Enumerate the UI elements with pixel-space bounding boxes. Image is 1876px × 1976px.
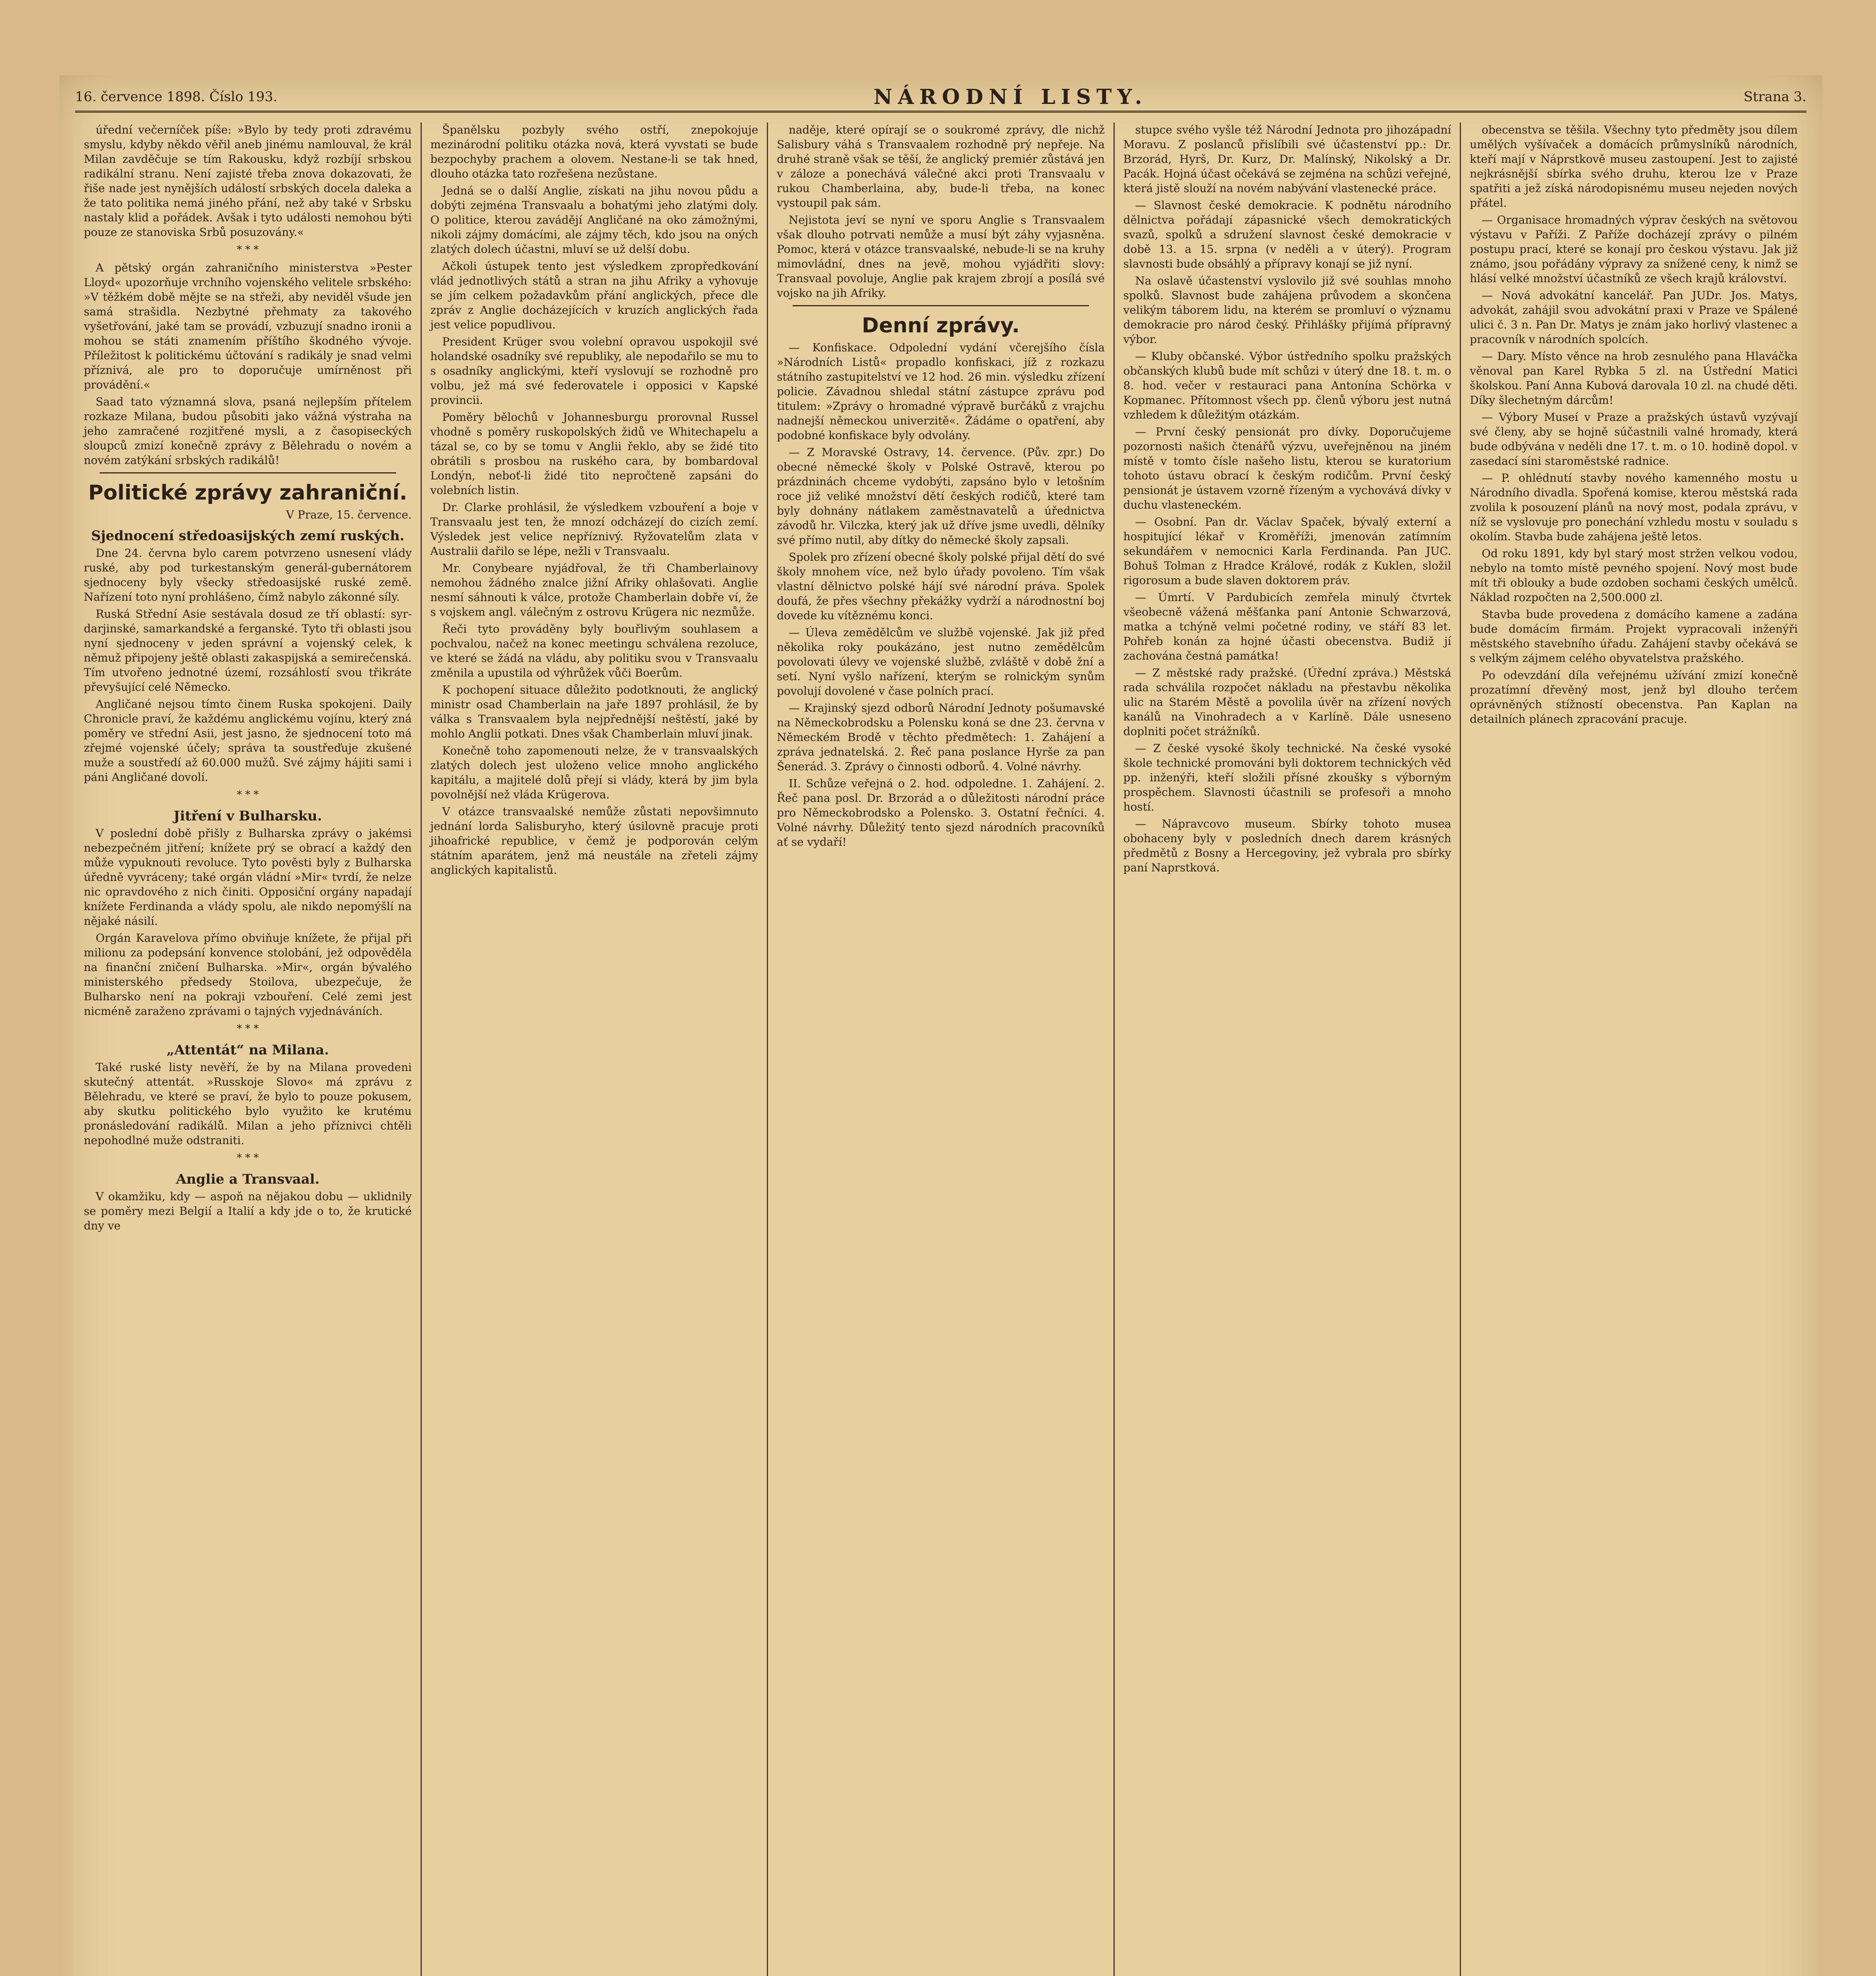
paragraph: Ačkoli ústupek tento jest výsledkem zpropředkování vlád jednotlivých států a stran na jihu Afriky a vyhovuje se jím celkem požadavkům přání anglických, přece dle zpráv z Anglie docházejících v kruzích anglických řada jest velice popudlivou. xyxy=(430,260,759,331)
paragraph: Od roku 1891, kdy byl starý most stržen velkou vodou, nebylo na tomto místě pevného spojení. Nový most bude mít tři oblouky a bude ozdoben sochami českých umělců. Náklad rozpočten na 2,500.000 zl. xyxy=(1470,547,1798,604)
paragraph: Poměry bělochů v Johannesburgu prorovnal Russel vhodně s poměry ruskopolských židů ve Whitechapelu a tázal se, co by se tomu v Anglii řeklo, aby se židé tito obrátili s prosbou na ruského cara, by bombardoval Londýn, neboť-li židé tito nepročteně zapsáni do volebních listin. xyxy=(430,411,759,497)
paragraph: Saad tato významná slova, psaná nejlepším přítelem rozkaze Milana, budou působiti jako vážná výstraha na jeho zamračené rozjitřené mysli, a z časopiseckých sloupců zmizí konečně zprávy z Bělehradu o novém a novém zatýkání srbských radikálů! xyxy=(84,395,412,467)
paragraph: Dr. Clarke prohlásil, že výsledkem vzbouření a boje v Transvaalu jest ten, že mnozí odcházejí do cizích zemí. Výsledek jest velice nepříznivý. Ryžovatelům zlata v Australii dařilo se lépe, nežli v Transvaalu. xyxy=(430,501,759,558)
masthead-title: NÁRODNÍ LISTY. xyxy=(873,85,1148,109)
issue-date: 16. července 1898. Číslo 193. xyxy=(75,89,277,105)
paragraph: naděje, které opírají se o soukromé zprávy, dle nichž Salisbury váhá s Transvaalem rozhodně prý nepřeje. Na druhé straně však se těší, že anglický premiér zůstává jen v záloze a ponechává válečné akci proti Transvaalu v rukou Chamberlaina, aby, bude-li třeba, na konec vystoupil pak sám. xyxy=(777,123,1105,209)
paragraph: Na oslavě účastenství vyslovilo již své souhlas mnoho spolků. Slavnost bude zahájena průvodem a skončena velikým táborem lidu, na kterém se promluví o významu demokracie pro národ český. Přihlášky přijímá přípravný výbor. xyxy=(1123,274,1451,346)
divider xyxy=(100,472,396,473)
paragraph: Mr. Conybeare nyjádřoval, že tři Chamberlainovy nemohou žádného znalce jižní Afriky ohlašovati. Anglie nesmí sáhnouti k válce, protože Chamberlain dobře ví, že s vojskem angl. válečným z ostrovu Krügera nic nezmůže. xyxy=(430,562,759,618)
paragraph: Nejistota jeví se nyní ve sporu Anglie s Transvaalem však dlouho potrvati nemůže a musí být záhy vyjasněna. Pomoc, která v otázce transvaalské, nebude-li se na kruhy mimovládní, dnes na jevě, mohou vyjádřiti slovy: Transvaal povoluje, Anglie pak krajem zbrojí a posílá své vojsko na jih Afriky. xyxy=(777,213,1105,300)
separator: * * * xyxy=(237,244,259,256)
paragraph: — Z Moravské Ostravy, 14. července. (Pův. zpr.) Do obecné německé školy v Polské Ostravě, kterou po prázdninách chceme vydobýti, zapsáno bylo v letošním roce již veliké množství dětí českých rodičů, které tam byly dohnány nátlakem zaměstnavatelů a úřednictva závodů hr. Vilczka, který jak už dříve jsme uvedli, dělníky své přímo nutil, aby dítky do německé školy zapsali. xyxy=(777,446,1105,547)
page-header xyxy=(75,83,1806,113)
paragraph: Konečně toho zapomenouti nelze, že v transvaalských zlatých dolech jest uloženo velice mnoho anglického kapitálu, a majitelé dolů přejí si vlády, která by jim byla povolnější než vláda Krügerova. xyxy=(430,744,759,801)
paragraph: V okamžiku, kdy — aspoň na nějakou dobu — uklidnily se poměry mezi Belgií a Italií a kdy jde o to, že krutické dny ve xyxy=(84,1190,412,1232)
paragraph: Španělsku pozbyly svého ostří, znepokojuje mezinárodní politiku otázka nová, která vyvstati se bude bezpochyby prachem a olovem. Nestane-li se tak hned, dlouho otázka tato rozřešena nezůstane. xyxy=(430,123,759,180)
article-heading: Anglie a Transvaal. xyxy=(176,1171,320,1187)
paragraph: K pochopení situace důležito podotknouti, že anglický ministr osad Chamberlain na jaře 1897 prohlásil, že by válka s Transvaalem byla nejpřednější neštěstí, jaké by mohlo Anglii potkati. Dnes však Chamberlain mluví jinak. xyxy=(430,683,759,740)
paragraph: Stavba bude provedena z domácího kamene a zadána bude domácím firmám. Projekt vypracovali inženýři městského stavebního úřadu. Zahájení stavby očekává se s velkým zájmem celého obyvatelstva pražského. xyxy=(1470,608,1798,665)
article-heading: „Attentát“ na Milana. xyxy=(166,1042,329,1058)
paragraph: — Z městské rady pražské. (Úřední zpráva.) Městská rada schválila rozpočet nákladu na přestavbu několika ulic na Starém Městě a povolila úvěr na zřízení nových kanálů na Vinohradech a v Karlíně. Dále usneseno doplniti počet strážníků. xyxy=(1123,666,1451,738)
paragraph: — Konfiskace. Odpolední vydání včerejšího čísla »Národních Listů« propadlo konfiskaci, jíž z rozkazu státního zastupitelství ve 12 hod. 26 min. výsledku zřízení policie. Závadnou shledal státní zástupce zprávu pod titulem: »Zprávy o hromadné výpravě burčáků z vrajchu nadnejší německou univerzitě«. Žádáme o opatření, aby podobné konfiskace byly odvolány. xyxy=(777,341,1105,442)
paragraph: — Organisace hromadných výprav českých na světovou výstavu v Paříži. Z Paříže docházejí zprávy o pilném postupu prací, které se konají pro českou výstavu. Jak již známo, jsou pořádány výpravy za snížené ceny, k nimž se hlásí velké množství účastníků ze všech krajů království. xyxy=(1470,213,1798,285)
article-heading: Sjednocení středoasijských zemí ruských. xyxy=(91,528,405,544)
paragraph: — Úmrtí. V Pardubicích zemřela minulý čtvrtek všeobecně vážená měšťanka paní Antonie Schwarzová, matka a tchýně velmi početné rodiny, ve stáří 83 let. Pohřeb konán za hojné účasti obecenstva. Budiž jí zachována čestná památka! xyxy=(1123,591,1451,662)
paragraph: Orgán Karavelova přímo obviňuje knížete, že přijal při milionu za podepsání konvence stolobání, jež odpověděla na finanční zničení Bulharska. »Mir«, orgán bývalého ministerského předsedy Stoilova, ubezpečuje, že Bulharsko není na pokraji vzbouření. Celé zemi jest nicméně zaraženo zprávami o tajných vyjednáváních. xyxy=(84,931,412,1018)
paragraph: — Slavnost české demokracie. K podnětu národního dělnictva pořádají zápasnické všech demokratických svazů, spolků a sdružení slavnost české demokracie v době 13. a 15. srpna (v neděli a v úterý). Program slavnosti bude obsáhlý a přípravy konají se již nyní. xyxy=(1123,199,1451,270)
paragraph: — Nápravcovo museum. Sbírky tohoto musea obohaceny byly v posledních dnech darem krásných předmětů z Bosny a Hercegoviny, jež vybrala pro sbírky paní Naprstková. xyxy=(1123,817,1451,874)
article-columns xyxy=(75,123,1806,1976)
paragraph: — Úleva zemědělcům ve službě vojenské. Jak již před několika roky poukázáno, jest nutno zemědělcům povolovati úlevy ve vojenské službě, zvláště v době žní a setí. Nyní vyšlo nařízení, kterým se rolnickým synům povolují dovolené v čase polních prací. xyxy=(777,626,1105,698)
section-heading: Politické zprávy zahraniční. xyxy=(88,481,408,505)
paragraph: — První český pensionát pro dívky. Doporučujeme pozornosti našich čtenářů výzvu, uveřejněnou na jiném místě v tomto čísle našeho listu, kterou se kuratorium tohoto ústavu obrací k českým rodičům. První český pensionát je ústavem vzorně řízeným a vychovává dívky v duchu vlasteneckém. xyxy=(1123,425,1451,511)
paragraph: Dne 24. června bylo carem potvrzeno usnesení vlády ruské, aby pod turkestanským generál-gubernátorem sjednoceny byly všecky středoasijské ruské země. Nařízení toto nyní prohlášeno, čímž nabylo zákonné síly. xyxy=(84,547,412,603)
paragraph: — Dary. Místo věnce na hrob zesnulého pana Hlaváčka věnoval pan Karel Rybka 5 zl. na Ústřední Matici školskou. Paní Anna Kubová darovala 10 zl. na chudé děti. Díky šlechetným dárcům! xyxy=(1470,350,1798,407)
section-heading: Denní zprávy. xyxy=(862,314,1020,338)
paragraph: A pětský orgán zahraničního ministerstva »Pester Lloyd« upozorňuje vrchního vojenského velitele srbského: »V těžkém době mějte se na střeži, aby neviděl všude jen samá strašidla. Nezbytné přehmaty za takového vyšetřování, jaké tam se provádí, vzbuzují snadno ironii a mohou se státi znamením příštího škodného vývoje. Příležitost k politickému účtování s radikály je snad velmi příznivá, ale pro to doporučuje umírněnost při provádění.« xyxy=(84,261,412,391)
column-1 xyxy=(75,123,422,1976)
paragraph: obecenstva se těšila. Všechny tyto předměty jsou dílem umělých vyšívaček a domácích průmyslníků národních, kteří mají v Náprstkově museu zastoupení. Jest to zajisté nejkrásnější sbírka svého druhu, kterou lze v Praze spatřiti a jež získá národopisnému museu nejeden nových přátel. xyxy=(1470,123,1798,209)
column-4 xyxy=(1115,123,1461,1976)
separator: * * * xyxy=(237,1023,259,1035)
paragraph: úřední večerníček píše: »Bylo by tedy proti zdravému smyslu, kdyby někdo věřil aneb jinému namlouval, že král Milan zavděčuje se tím Rakousku, když rozbíjí srbskou radikální stranu. Není zajisté třeba znova dokazovati, že řiše nade jest nynějších událostí srbských docela daleka a že tato politika nemá jiného přání, než aby také v Srbsku nastaly klid a pořádek. Avšak i tyto události nemohou býti pouze ze stanoviska Srbů posuzovány.« xyxy=(84,123,412,239)
paragraph: Angličané nejsou tímto činem Ruska spokojeni. Daily Chronicle praví, že každému anglickému vojínu, který zná poměry ve střední Asii, jest jasno, že sjednocení toto má zřejmé vojenské účely; správa ta soustřeďuje zkušené muže a soustředí až 60.000 mužů. Své zájmy hájiti sami i páni Angličané dovolí. xyxy=(84,698,412,784)
paragraph: V otázce transvaalské nemůže zůstati nepovšimnuto jednání lorda Salisburyho, který úsilovně pracuje proti jihoafrické republice, v čemž je podporován celým státním aparátem, jenž má neustále na zřeteli zájmy anglických kapitalistů. xyxy=(430,805,759,877)
paragraph: Ruská Střední Asie sestávala dosud ze tří oblastí: syr-darjinské, samarkandské a ferganské. Tyto tři oblasti jsou nyní sjednoceny v jeden správní a vojenský celek, k němuž připojeny ještě oblasti zakaspijská a semirečenská. Tím utvořeno jednotné území, rozsáhlostí svou třikráte převyšující celé Německo. xyxy=(84,607,412,694)
column-5 xyxy=(1461,123,1806,1976)
paragraph: V poslední době přišly z Bulharska zprávy o jakémsi nebezpečném jitření; knížete prý se obrací a každý den může vypuknouti revoluce. Tyto pověsti byly z Bulharska úředně vyvráceny; také orgán vládní »Mir« tvrdí, že nelze nic opravdového z nich činiti. Opposiční orgány napadají knížete Ferdinanda a vlády spolu, ale nikdo nepomýšlí na nějaké násilí. xyxy=(84,827,412,928)
article-heading: Jitření v Bulharsku. xyxy=(173,808,322,824)
paragraph: Spolek pro zřízení obecné školy polské přijal dětí do své školy mnohem více, než bylo úřady povoleno. Tím však vlastní dělnictvo polské hájí své národní práva. Spolek doufá, že přes všechny překážky vydrží a národnostní boj dovede ku vítěznému konci. xyxy=(777,551,1105,622)
paragraph: Po odevzdání díla veřejnému užívání zmizí konečně prozatímní dřevěný most, jenž byl dlouho terčem oprávněných stížností obecenstva. Pan Kaplan na detailních plánech zpracování pracuje. xyxy=(1470,669,1798,726)
paragraph: — Kluby občanské. Výbor ústředního spolku pražských občanských klubů bude mít schůzi v úterý dne 18. t. m. o 8. hod. večer v restauraci pana Antonína Schörka v Kopmanec. Přítomnost všech pp. členů výboru jest nutná vzhledem k důležitým otázkám. xyxy=(1123,350,1451,421)
paragraph: — P. ohlédnutí stavby nového kamenného mostu u Národního divadla. Spořená komise, kterou městská rada zvolila k posouzení plánů na nový most, podala zprávu, v níž se vyslovuje pro ponechání vzhledu mostu v souladu s okolím. Stavba bude zahájena ještě letos. xyxy=(1470,471,1798,543)
paragraph: — Výbory Museí v Praze a pražských ústavů vyzývají své členy, aby se hojně súčastnili valné hromady, která bude odbývána v neděli dne 17. t. m. o 10. hodině dopol. v zasedací síni staroměstské radnice. xyxy=(1470,411,1798,468)
divider xyxy=(793,305,1089,306)
paragraph: — Osobní. Pan dr. Václav Spaček, bývalý externí a hospitující lékař v Kroměříži, jmenován zatímním sekundářem v nemocnici Karla Ferdinanda. Pan JUC. Bohuš Tolman z Hradce Králové, rodák z Kuklen, složil rigorosum a bude slaven doktorem práv. xyxy=(1123,515,1451,587)
separator: * * * xyxy=(237,789,259,801)
paragraph: — Nová advokátní kancelář. Pan JUDr. Jos. Matys, advokát, zahájil svou advokátní praxi v Praze ve Spálené ulici č. 3 n. Pan Dr. Matys je znám jako horlivý vlastenec a pracovník v národních spolcích. xyxy=(1470,289,1798,346)
paragraph: President Krüger svou volební opravou uspokojil své holandské osadníky své republiky, ale nepodařilo se mu to s osadníky anglickými, kteří vyslovují se rozhodně pro volbu, jež má své federovatele i opposici v Kapské provincii. xyxy=(430,335,759,407)
paragraph: Také ruské listy nevěří, že by na Milana provedeni skutečný attentát. »Russkoje Slovo« má zprávu z Bělehradu, ve které se praví, že bylo to pouze pokusem, aby skutku politického bylo využito ke krutému pronásledování radikálů. Milan a jeho příznivci chtěli nepohodlné muže odstraniti. xyxy=(84,1061,412,1147)
paragraph: Řeči tyto prováděny byly bouřlivým souhlasem a pochvalou, načež na konec meetingu schválena rezoluce, ve které se žádá na vládu, aby politiku svou v Transvaalu změnila a upustila od výhrůžek vůči Boerům. xyxy=(430,622,759,679)
paragraph: stupce svého vyšle též Národní Jednota pro jihozápadní Moravu. Z poslanců přislíbili své účastenství pp.: Dr. Brzorád, Hyrš, Dr. Kurz, Dr. Malínský, Nikolský a Dr. Pacák. Hojná účast očekává se zejména na schůzi veřejné, která jistě slouží na novém nabývání vlastenecké práce. xyxy=(1123,123,1451,195)
column-3 xyxy=(768,123,1115,1976)
dateline: V Praze, 15. července. xyxy=(286,508,412,521)
newspaper-page xyxy=(59,75,1822,1976)
paragraph: Jedná se o další Anglie, získati na jihu novou půdu a dobýti zejména Transvaalu a bohatými jeho zlatými doly. O politice, kterou zavádějí Angličané na oko zámožnými, nikoli zájmy domácími, ale zájmy těch, kdo jsou na oných zlatých dolech účastni, mluví se už delší dobu. xyxy=(430,184,759,256)
paragraph: — Z české vysoké školy technické. Na české vysoké škole technické promováni byli doktorem technických věd pp. inženýři, kteří složili přísné zkoušky s výborným prospěchem. Slavnosti účastnili se profesoři a mnoho hostí. xyxy=(1123,742,1451,813)
paragraph: — Krajinský sjezd odborů Národní Jednoty pošumavské na Německobrodsku a Polensku koná se dne 23. června v Německém Brodě v těchto předmětech: 1. Zahájení a zpráva jednatelská. 2. Řeč pana poslance Hyrše za pan Šenerád. 3. Zprávy o činnosti odborů. 4. Volné návrhy. xyxy=(777,701,1105,773)
column-2 xyxy=(422,123,768,1976)
page-number: Strana 3. xyxy=(1744,89,1806,105)
separator: * * * xyxy=(237,1152,259,1164)
paragraph: II. Schůze veřejná o 2. hod. odpoledne. 1. Zahájení. 2. Řeč pana posl. Dr. Brzorád a o důležitosti národní práce pro Německobrodsko a Polensko. 3. Ostatní řečníci. 4. Volné návrhy. Důležitý tento sjezd národních pracovníků ať se vydaří! xyxy=(777,777,1105,848)
